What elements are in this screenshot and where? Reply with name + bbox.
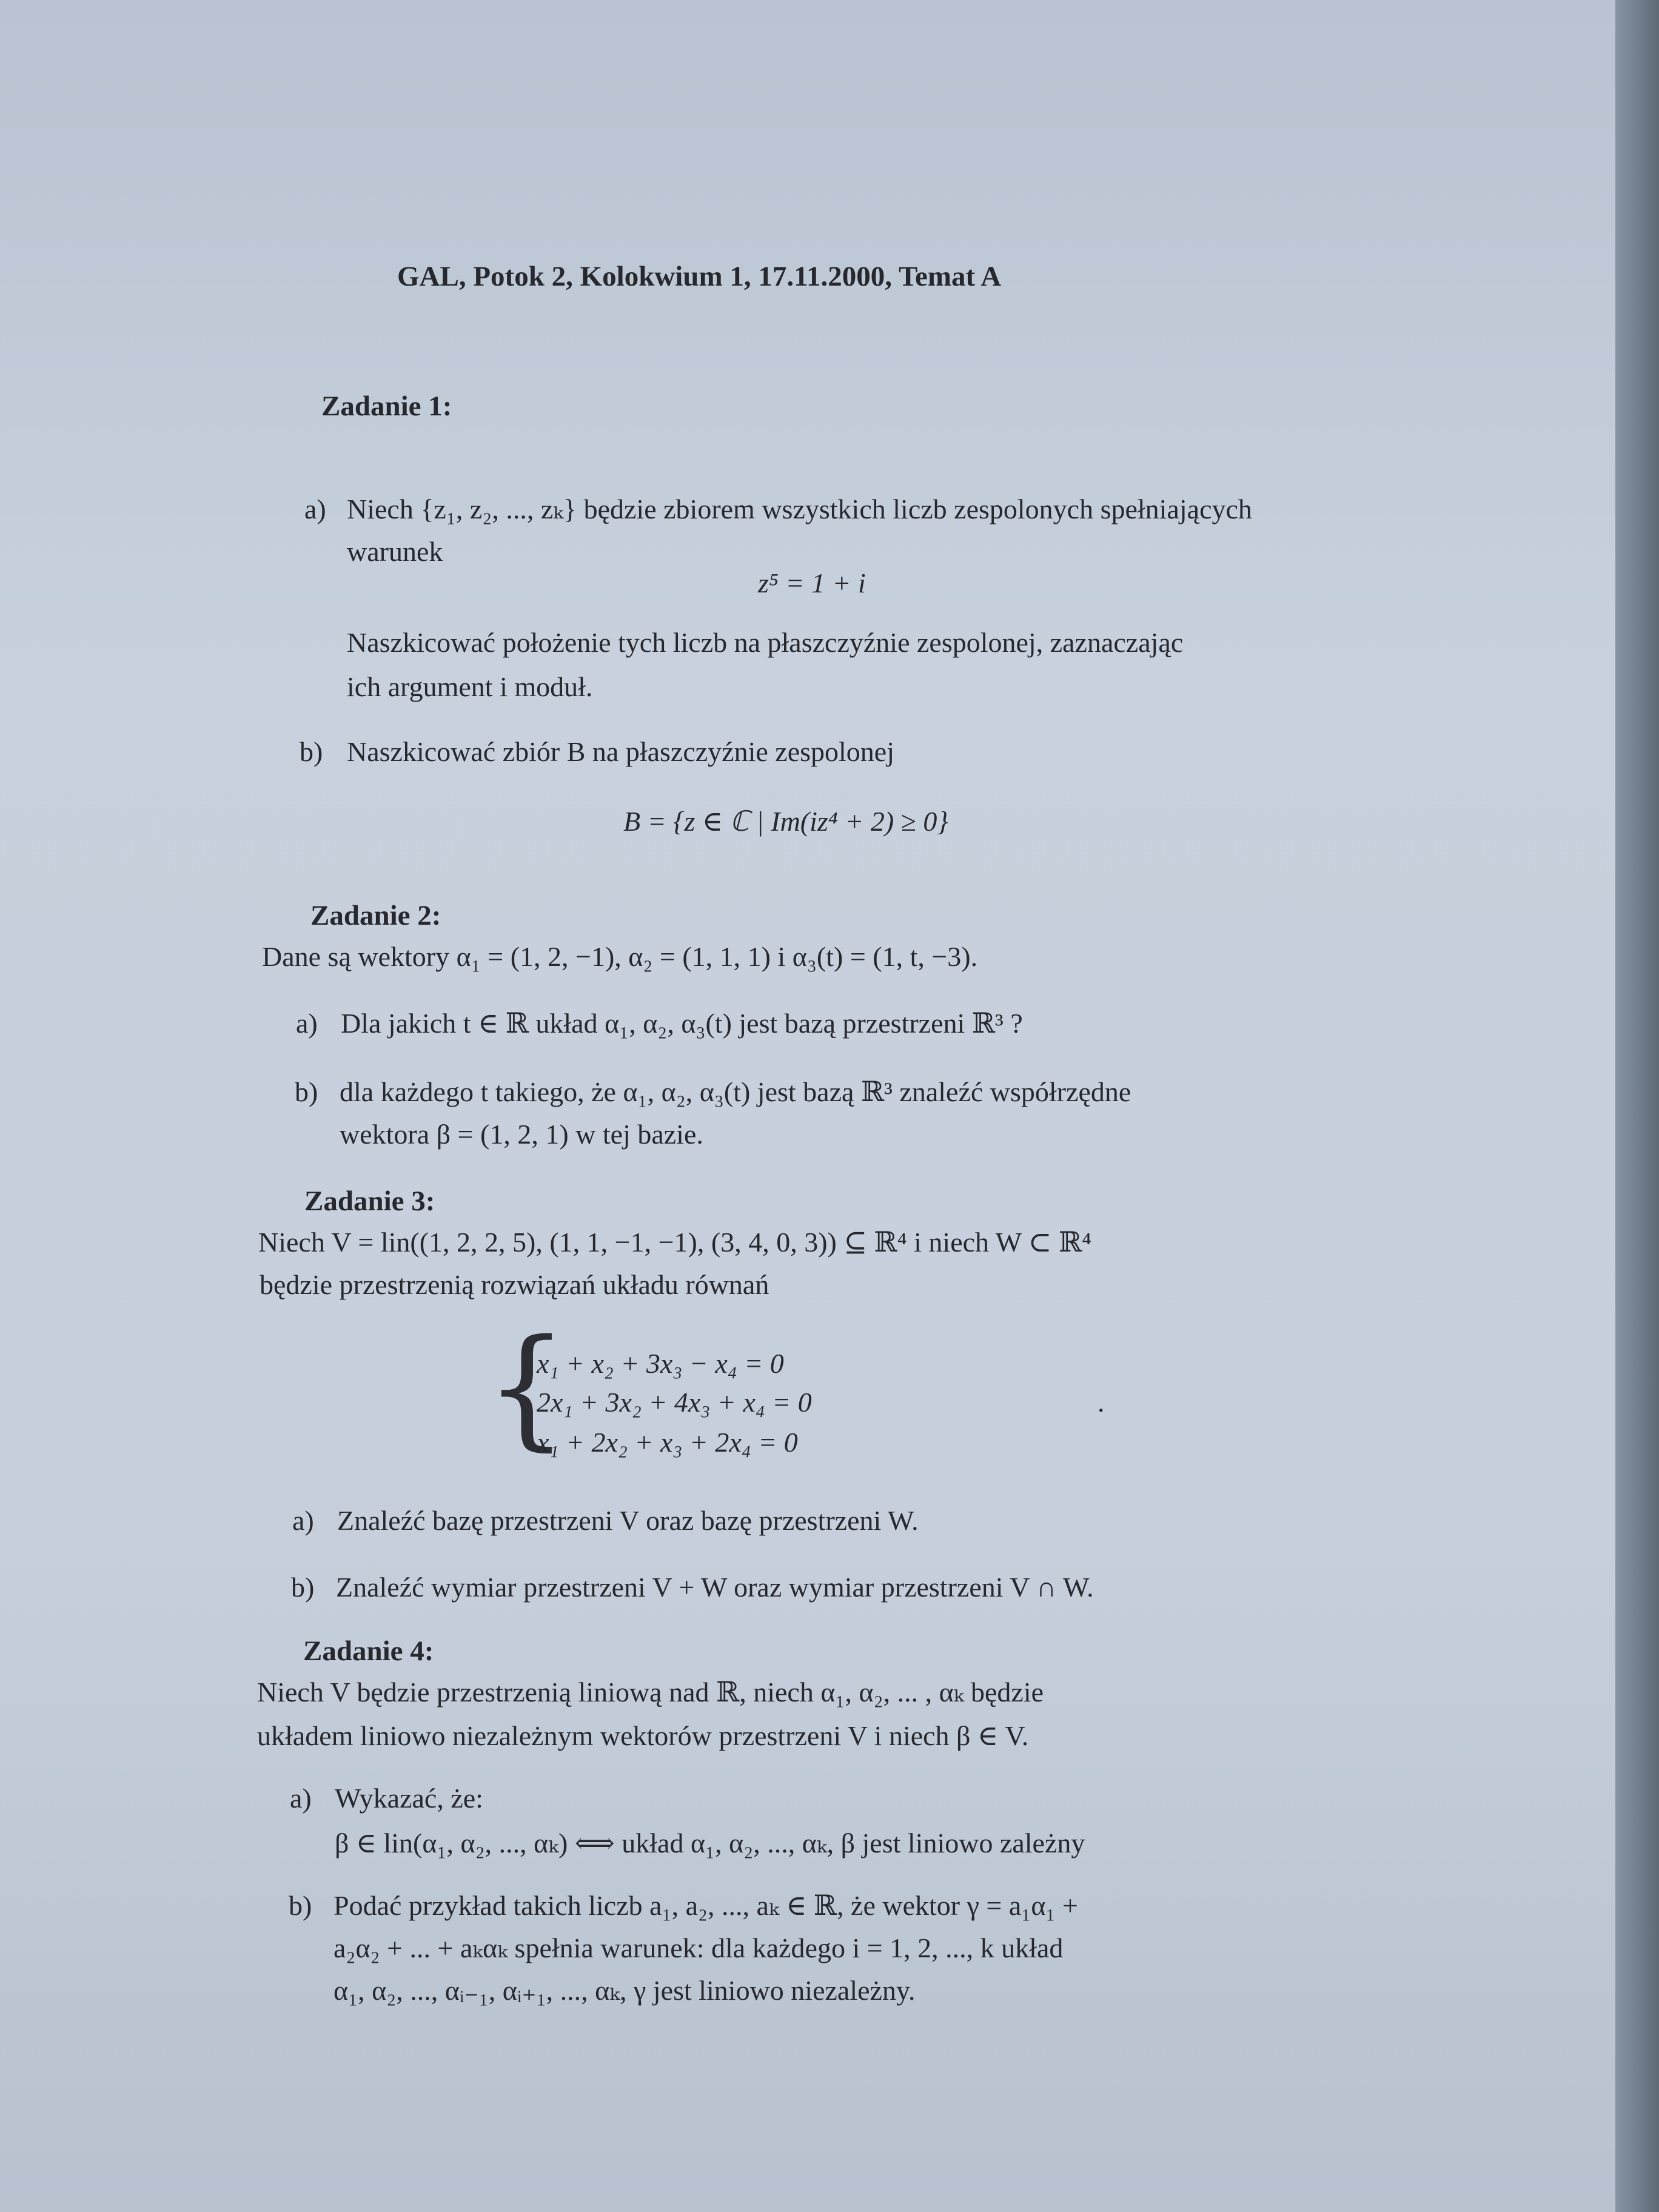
task-4b-text-2: a₂α₂ + ... + aₖαₖ spełnia warunek: dla każdego i = 1, 2, ..., k układ [333,1932,1064,1963]
task-2b-label: b) [295,1076,318,1107]
task-3-intro: Niech V = lin((1, 2, 2, 5), (1, 1, −1, −1), (3, 4, 0, 3)) ⊆ ℝ⁴ i niech W ⊂ ℝ⁴ [258,1227,1092,1258]
task-1a-label: a) [304,494,326,525]
task-4a-statement: β ∈ lin(α₁, α₂, ..., αₖ) ⟺ układ α₁, α₂, ..., αₖ, β jest liniowo zależny [335,1828,1085,1858]
task-3a-text: Znaleźć bazę przestrzeni V oraz bazę przestrzeni W. [337,1505,919,1536]
system-row-1: x₁ + x₂ + 3x₃ − x₄ = 0 [537,1348,784,1379]
task-1-heading: Zadanie 1: [321,390,452,422]
task-4a-text: Wykazać, że: [335,1783,483,1814]
task-3-heading: Zadanie 3: [304,1185,435,1217]
system-row-3: x₁ + 2x₂ + x₃ + 2x₄ = 0 [537,1427,798,1458]
task-2-heading: Zadanie 2: [310,900,441,931]
task-2a-label: a) [296,1008,318,1039]
task-1a-equation: z⁵ = 1 + i [758,568,866,598]
task-3a-label: a) [292,1505,314,1536]
task-4b-label: b) [289,1890,312,1921]
task-4-intro-2: układem liniowo niezależnym wektorów przestrzeni V i niech β ∈ V. [257,1720,1029,1751]
task-4b-text: Podać przykład takich liczb a₁, a₂, ..., aₖ ∈ ℝ, że wektor γ = a₁α₁ + [333,1890,1078,1921]
task-3-intro-2: będzie przestrzenią rozwiązań układu równań [260,1269,769,1300]
task-4b-text-3: α₁, α₂, ..., αᵢ₋₁, αᵢ₊₁, ..., αₖ, γ jest liniowo niezależny. [333,1975,916,2006]
exam-title: GAL, Potok 2, Kolokwium 1, 17.11.2000, Temat A [397,261,1002,292]
task-1a-text-4: ich argument i moduł. [347,671,593,702]
task-2a-text: Dla jakich t ∈ ℝ układ α₁, α₂, α₃(t) jest bazą przestrzeni ℝ³ ? [341,1008,1023,1039]
system-brace: { [485,1311,568,1463]
task-1a-text-2: warunek [347,536,443,567]
task-4-intro: Niech V będzie przestrzenią liniową nad ℝ, niech α₁, α₂, ... , αₖ będzie [257,1677,1044,1708]
task-2b-text-2: wektora β = (1, 2, 1) w tej bazie. [340,1119,703,1150]
task-4a-label: a) [290,1783,312,1814]
task-1a-text-3: Naszkicować położenie tych liczb na płaszczyźnie zespolonej, zaznaczając [347,627,1184,658]
task-3b-label: b) [291,1572,315,1603]
task-4-heading: Zadanie 4: [303,1635,434,1667]
system-row-2: 2x₁ + 3x₂ + 4x₃ + x₄ = 0 [537,1387,812,1418]
task-2-intro: Dane są wektory α₁ = (1, 2, −1), α₂ = (1, 1, 1) i α₃(t) = (1, t, −3). [262,941,978,972]
task-1b-equation: B = {z ∈ ℂ | Im(iz⁴ + 2) ≥ 0} [623,806,948,837]
task-1b-label: b) [300,736,323,767]
task-1a-text: Niech {z₁, z₂, ..., zₖ} będzie zbiorem wszystkich liczb zespolonych spełniających [347,494,1252,525]
system-period: . [1098,1387,1105,1418]
task-3b-text: Znaleźć wymiar przestrzeni V + W oraz wymiar przestrzeni V ∩ W. [336,1572,1094,1603]
background-edge [1615,0,1659,2212]
task-2b-text: dla każdego t takiego, że α₁, α₂, α₃(t) jest bazą ℝ³ znaleźć współrzędne [340,1076,1131,1107]
task-1b-text: Naszkicować zbiór B na płaszczyźnie zespolonej [347,736,894,767]
